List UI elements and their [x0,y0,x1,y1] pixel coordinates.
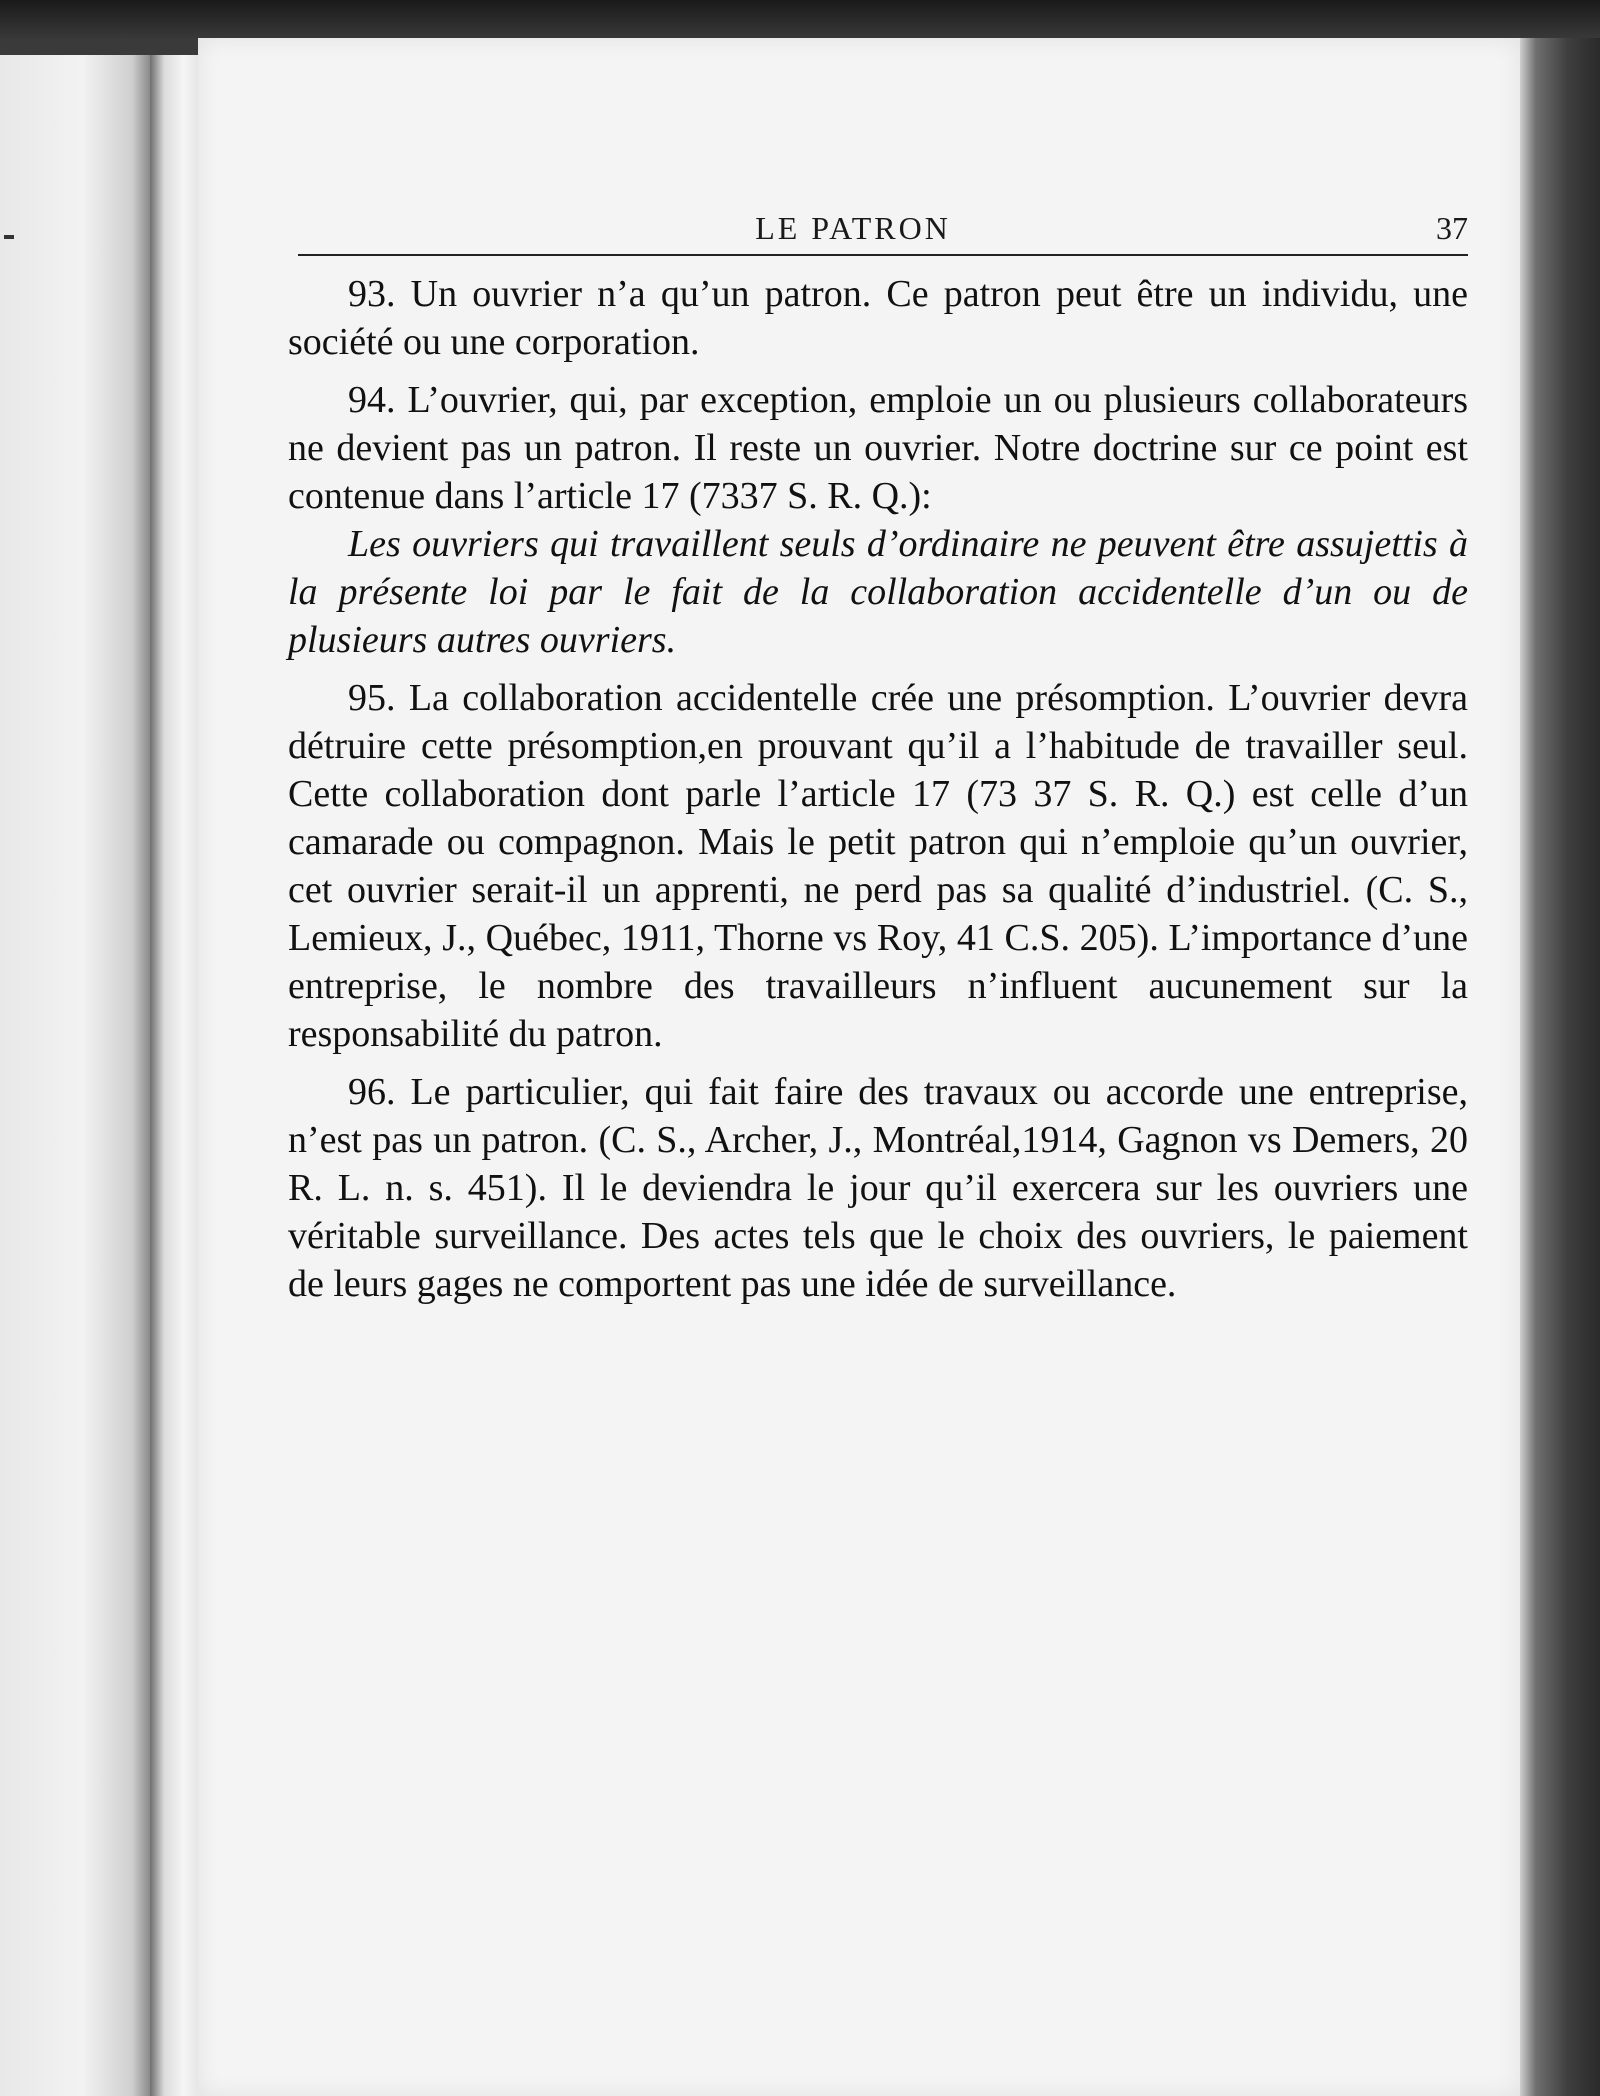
paragraph-95 [288,674,1468,1058]
facing-page-edge [0,55,150,2096]
book-gutter [150,55,198,2096]
paragraph-text: Un ouvrier n’a qu’un patron. Ce patron peut être un individu, une société ou une corporation. [288,273,1468,363]
paragraph-text: La collaboration accidentelle crée une présomption. L’ouvrier devra détruire cette présomption,en prouvant qu’il a l’habitude de travailler seul. Cette collaboration dont parle l’article 17 (73 37 S. R. Q.) est celle d’un camarade ou compagnon. Mais le petit patron qui n’emploie qu’un ouvrier, cet ouvrier serait-il un apprenti, ne perd pas sa qualité d’industriel. (C. S., Lemieux, J., Québec, 1911, Thorne vs Roy, 41 C.S. 205). L’importance d’une entreprise, le nombre des travailleurs n’influent aucunement sur la responsabilité du patron. [288,677,1469,1055]
paragraph-93 [288,270,1468,366]
running-head-title: LE PATRON [755,210,951,246]
facing-page-mark [4,235,14,239]
page-body [288,270,1468,1308]
paragraph-number: 94. [348,379,396,421]
statute-quote: Les ouvriers qui travaillent seuls d’ordinaire ne peuvent être assujettis à la présente loi par le fait de la collaboration accidentelle d’un ou de plusieurs autres ouvriers. [288,523,1468,661]
paragraph-number: 93. [348,273,396,315]
paragraph-number: 95. [348,677,396,719]
paragraph-96 [288,1068,1468,1308]
running-head [298,210,1468,256]
paragraph-text: L’ouvrier, qui, par exception, emploie un ou plusieurs collaborateurs ne devient pas un patron. Il reste un ouvrier. Notre doctrine sur ce point est contenue dans l’article 17 (7337 S. R. Q.): [288,379,1469,517]
paragraph-text: Le particulier, qui fait faire des travaux ou accorde une entreprise, n’est pas un patron. (C. S., Archer, J., Montréal,1914, Gagnon vs Demers, 20 R. L. n. s. 451). Il le deviendra le jour qu’il exercera sur les ouvriers une véritable surveillance. Des actes tels que le choix des ouvriers, le paiement de leurs gages ne comportent pas une idée de surveillance. [288,1071,1468,1305]
paragraph-number: 96. [348,1071,396,1113]
paragraph-94 [288,376,1468,520]
book-page [198,38,1520,2096]
page-number: 37 [1436,210,1468,246]
page-stack-edge [1520,38,1600,2096]
